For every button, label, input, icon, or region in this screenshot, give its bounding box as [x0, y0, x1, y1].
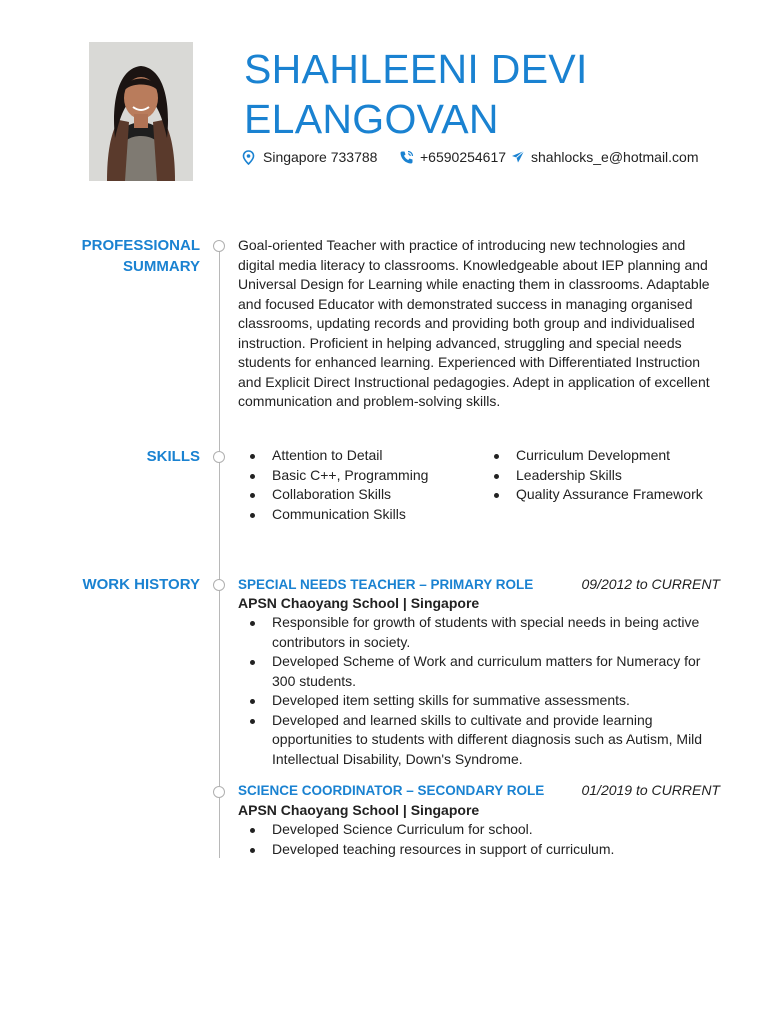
- email-text: shahlocks_e@hotmail.com: [531, 149, 699, 165]
- skill-item: Leadership Skills: [482, 466, 703, 486]
- summary-heading-line-2: SUMMARY: [123, 258, 200, 275]
- job-employer: APSN Chaoyang School | Singapore: [238, 802, 480, 818]
- timeline-dot-job-2: [213, 786, 225, 798]
- phone-icon: [399, 150, 414, 165]
- skill-item: Attention to Detail: [238, 446, 428, 466]
- skills-heading: SKILLS: [146, 448, 200, 465]
- job-dates: 01/2019 to CURRENT: [581, 782, 720, 798]
- phone-item: [399, 148, 506, 166]
- job-duties: [238, 613, 722, 769]
- job-dates: 09/2012 to CURRENT: [581, 576, 720, 592]
- name-line-1: SHAHLEENI DEVI: [244, 46, 588, 92]
- paper-plane-icon: [511, 150, 525, 164]
- timeline-dot-summary: [213, 240, 225, 252]
- profile-photo: [89, 42, 193, 181]
- skill-item: Collaboration Skills: [238, 485, 428, 505]
- timeline-dot-work: [213, 579, 225, 591]
- name-line-2: ELANGOVAN: [244, 96, 499, 142]
- skill-item: Basic C++, Programming: [238, 466, 428, 486]
- duty-item: Developed teaching resources in support of curriculum.: [238, 840, 722, 860]
- job-employer: APSN Chaoyang School | Singapore: [238, 595, 480, 611]
- map-pin-icon: [242, 150, 255, 165]
- job-duties: [238, 820, 722, 859]
- location-text: Singapore 733788: [263, 149, 378, 165]
- duty-item: Developed Scheme of Work and curriculum matters for Numeracy for 300 students.: [238, 652, 722, 691]
- duty-item: Developed and learned skills to cultivate and provide learning opportunities to students with different diagnosis such as Autism, Mild Intellectual Disability, Down's Syndrome.: [238, 711, 722, 770]
- duty-item: Responsible for growth of students with special needs in being active contributors in society.: [238, 613, 722, 652]
- email-item: [511, 148, 699, 166]
- skills-right-column: [482, 446, 703, 505]
- skill-item: Communication Skills: [238, 505, 428, 525]
- summary-heading-line-1: PROFESSIONAL: [81, 237, 200, 254]
- skills-left-column: [238, 446, 428, 524]
- summary-text: Goal-oriented Teacher with practice of introducing new technologies and digital media literacy to classrooms. Knowledgeable about IEP planning and Universal Design for Learning while enacting them in classrooms. Adaptable and focused Educator with demonstrated success in managing organised classrooms, updating records and providing both group and individualised instruction. Proficient in helping advanced, struggling and special needs students for enhanced learning. Experienced with Differentiated Instruction and Explicit Direct Instructional pedagogies. Adept in application of excellent communication and problem-solving skills.: [238, 237, 710, 409]
- job-title: SCIENCE COORDINATOR – SECONDARY ROLE: [238, 783, 545, 798]
- work-heading: WORK HISTORY: [82, 576, 200, 593]
- duty-item: Developed item setting skills for summative assessments.: [238, 691, 722, 711]
- duty-item: Developed Science Curriculum for school.: [238, 820, 722, 840]
- summary-heading: [0, 235, 200, 277]
- timeline-line: [219, 246, 220, 858]
- job-title: SPECIAL NEEDS TEACHER – PRIMARY ROLE: [238, 577, 534, 592]
- candidate-name: [244, 44, 724, 144]
- phone-text: +6590254617: [420, 149, 507, 165]
- skill-item: Quality Assurance Framework: [482, 485, 703, 505]
- timeline-dot-skills: [213, 451, 225, 463]
- location-item: [242, 148, 377, 166]
- skill-item: Curriculum Development: [482, 446, 703, 466]
